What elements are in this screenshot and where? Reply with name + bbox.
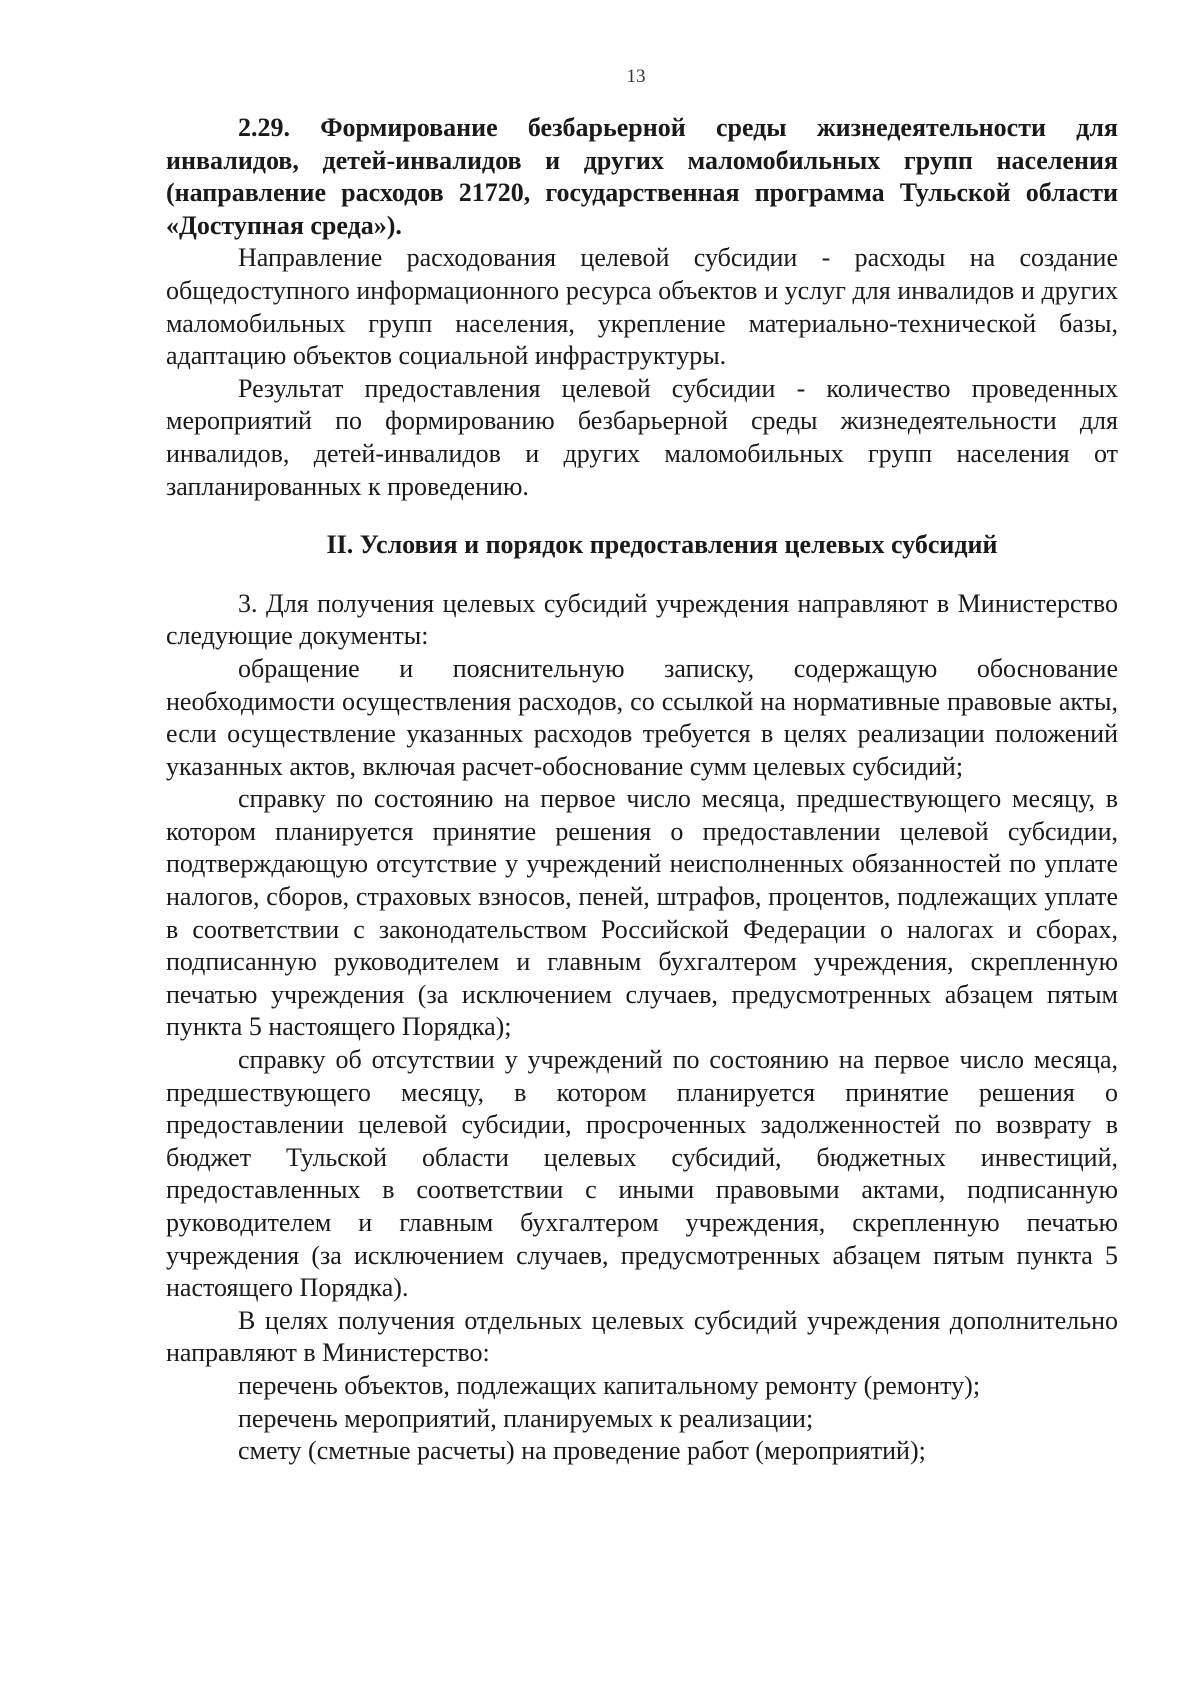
page-number: 13 bbox=[626, 66, 646, 87]
item-3-document-1: обращение и пояснительную записку, содержащую обоснование необходимости осуществления расходов, со ссылкой на нормативные правовые акты, если осуществление указанных расходов требуется в целях реализации положений указанных актов, включая расчет-обоснование сумм целевых субсидий; bbox=[166, 653, 1118, 781]
section-2-title: II. Условия и порядок предоставления целевых субсидий bbox=[326, 530, 998, 560]
item-3-intro: 3. Для получения целевых субсидий учреждения направляют в Министерство следующие документы: bbox=[166, 588, 1118, 651]
item-2-29-heading: 2.29. Формирование безбарьерной среды жизнедеятельности для инвалидов, детей-инвалидов и других маломобильных групп населения (направление расходов 21720, государственная программа Тульской области «Доступная среда»). bbox=[166, 113, 1118, 240]
item-3-additional-2: перечень мероприятий, планируемых к реализации; bbox=[238, 1403, 814, 1433]
item-3-additional-1: перечень объектов, подлежащих капитальному ремонту (ремонту); bbox=[238, 1370, 981, 1400]
item-3-additional-intro: В целях получения отдельных целевых субсидий учреждения дополнительно направляют в Министерство: bbox=[166, 1305, 1118, 1368]
item-2-29-result: Результат предоставления целевой субсидии - количество проведенных мероприятий по формированию безбарьерной среды жизнедеятельности для инвалидов, детей-инвалидов и других маломобильных групп населения от запланированных к проведению. bbox=[166, 373, 1118, 501]
item-3-document-2: справку по состоянию на первое число месяца, предшествующего месяцу, в котором планируется принятие решения о предоставлении целевой субсидии, подтверждающую отсутствие у учреждений неисполненных обязанностей по уплате налогов, сборов, страховых взносов, пеней, штрафов, процентов, подлежащих уплате в соответствии с законодательством Российской Федерации о налогах и сборах, подписанную руководителем и главным бухгалтером учреждения, скрепленную печатью учреждения (за исключением случаев, предусмотренных абзацем пятым пункта 5 настоящего Порядка); bbox=[166, 784, 1118, 1042]
item-2-29-direction: Направление расходования целевой субсидии - расходы на создание общедоступного информационного ресурса объектов и услуг для инвалидов и других маломобильных групп населения, укрепление материально-технической базы, адаптацию объектов социальной инфраструктуры. bbox=[166, 243, 1118, 371]
item-3-additional-3: смету (сметные расчеты) на проведение работ (мероприятий); bbox=[238, 1436, 926, 1466]
item-3-document-3: справку об отсутствии у учреждений по состоянию на первое число месяца, предшествующего месяцу, в котором планируется принятие решения о предоставлении целевой субсидии, просроченных задолженностей по возврату в бюджет Тульской области целевых субсидий, бюджетных инвестиций, предоставленных в соответствии с иными правовыми актами, подписанную руководителем и главным бухгалтером учреждения, скрепленную печатью учреждения (за исключением случаев, предусмотренных абзацем пятым пункта 5 настоящего Порядка). bbox=[166, 1045, 1118, 1303]
document-body bbox=[166, 112, 1118, 1468]
